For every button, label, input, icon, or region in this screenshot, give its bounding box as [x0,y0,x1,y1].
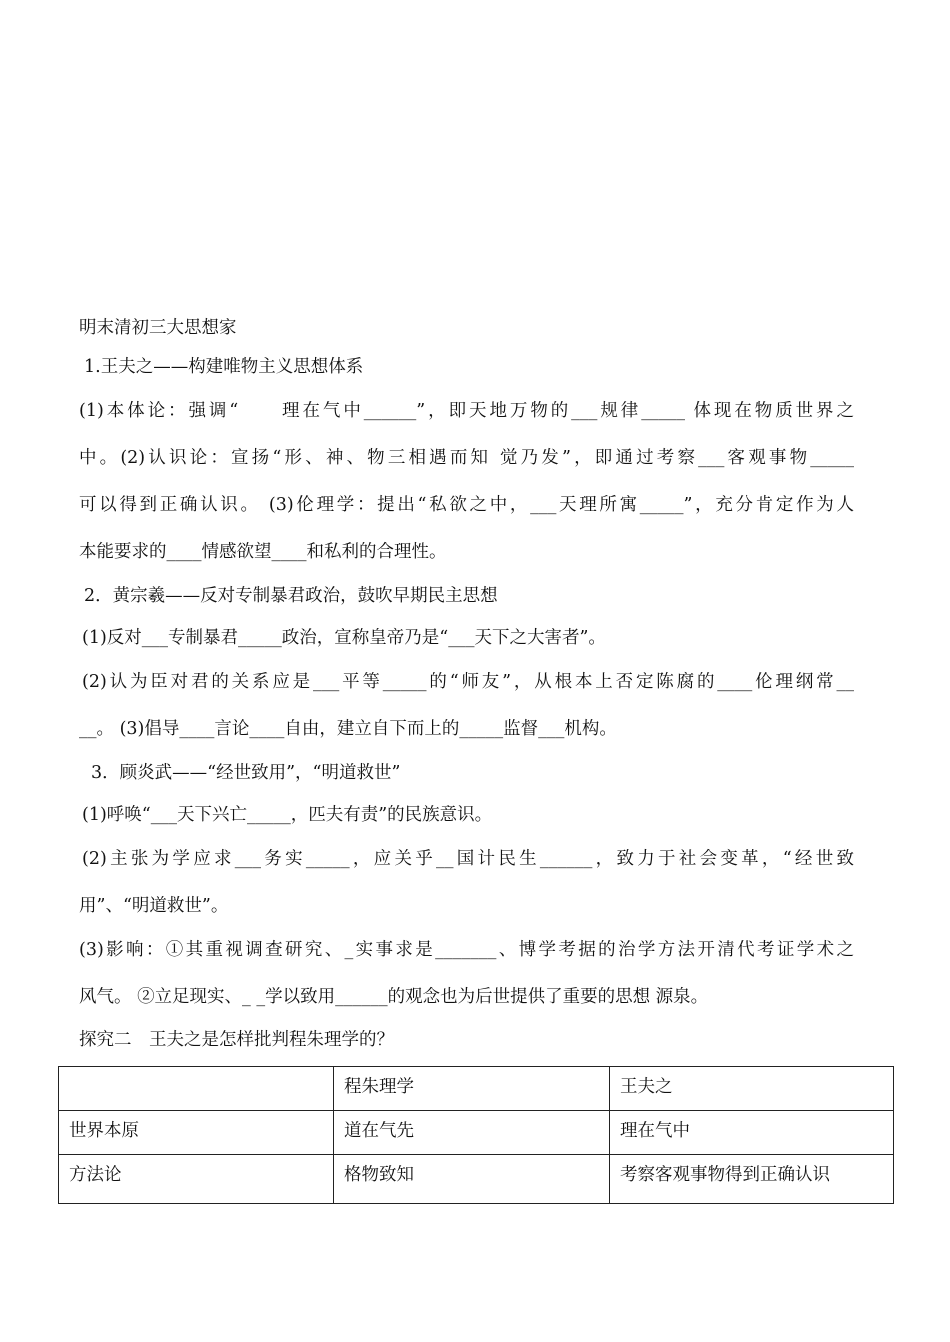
huang-zongxi-line-1: (1)反对___专制暴君_____政治，宣称皇帝乃是“___天下之大害者”。 [82,628,606,648]
gu-yanwu-line-2: (2)主张为学应求___务实_____，应关乎__国计民生______，致力于社会变革，“经世致 [82,849,854,869]
gu-yanwu-line-3: 用”、“明道救世”。 [79,896,229,916]
table-header-row [59,1067,894,1111]
comparison-table [58,1066,894,1204]
section-title: 明末清初三大思想家 [79,318,237,338]
table-row [59,1111,894,1155]
table-row [59,1155,894,1204]
gu-yanwu-line-1: (1)呼唤“___天下兴亡_____，匹夫有责”的民族意识。 [82,805,493,825]
table-cell: 方法论 [59,1155,334,1204]
wang-fuzhi-line-4: 本能要求的____情感欲望____和私利的合理性。 [79,542,447,562]
gu-yanwu-line-4: (3)影响：①其重视调查研究、_实事求是_______、博学考据的治学方法开清代考证学术之 [79,940,854,960]
table-cell: 道在气先 [334,1111,610,1155]
table-header-cell: 王夫之 [610,1067,894,1111]
wang-fuzhi-line-3: 可以得到正确认识。 (3)伦理学：提出“私欲之中，___天理所寓_____”，充分肯定作为人 [79,495,854,515]
gu-yanwu-heading: 3．顾炎武——“经世致用”，“明道救世” [91,763,401,783]
table-cell: 理在气中 [610,1111,894,1155]
wang-fuzhi-line-2: 中。(2)认识论：宣扬“形、神、物三相遇而知 觉乃发”，即通过考察___客观事物_____ [79,448,854,468]
table-cell: 世界本原 [59,1111,334,1155]
huang-zongxi-line-3: __。 (3)倡导____言论____自由，建立自下而上的_____监督___机构。 [79,719,617,739]
table-cell: 格物致知 [334,1155,610,1204]
table-header-cell: 程朱理学 [334,1067,610,1111]
huang-zongxi-heading: 2．黄宗羲——反对专制暴君政治，鼓吹早期民主思想 [84,586,498,606]
wang-fuzhi-heading: 1.王夫之——构建唯物主义思想体系 [84,357,364,377]
gu-yanwu-line-5: 风气。 ②立足现实、_ _学以致用______的观念也为后世提供了重要的思想 源泉。 [79,987,709,1007]
table-cell: 考察客观事物得到正确认识 [610,1155,894,1204]
huang-zongxi-line-2: (2)认为臣对君的关系应是___平等_____的“师友”，从根本上否定陈腐的____伦理纲常__ [82,672,854,692]
wang-fuzhi-line-1: (1)本体论：强调“ 理在气中______”，即天地万物的___规律_____ 体现在物质世界之 [79,401,854,421]
explore-title: 探究二 王夫之是怎样批判程朱理学的？ [79,1030,394,1050]
table-header-cell [59,1067,334,1111]
